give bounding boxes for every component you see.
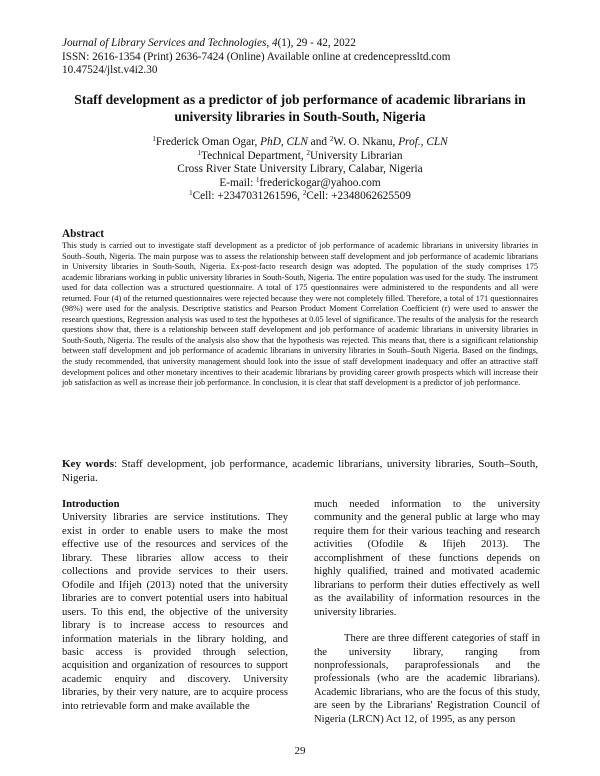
paper-title: Staff development as a predictor of job performance of academic librarians in university libraries in South-South, Nigeria (74, 92, 526, 124)
institution: Cross River State University Library, Calabar, Nigeria (177, 163, 423, 176)
affiliation-1: Technical Department, (200, 149, 307, 162)
cell1-sup: 1 (189, 189, 193, 198)
introduction-heading: Introduction (62, 499, 120, 510)
journal-volume: 4 (271, 37, 278, 49)
cell-1: Cell: +2347031261596, (192, 190, 303, 203)
introduction-paragraph-1-cont: much needed information to the university community and the general public at large who may require them for their various teaching and research activities (Ofodile & Ifijeh 2013). The accomplishment of these functions depends on highly qualified, trained and motivated academic librarians to perform their duties effectively as well as the availability of information resources in the university libraries. (314, 499, 540, 618)
affil2-sup: 2 (306, 148, 310, 157)
author-block (62, 136, 538, 204)
phone-line (62, 190, 538, 204)
author1-credentials: PhD, CLN (260, 136, 308, 148)
keywords-text: : Staff development, job performance, academic librarians, university libraries, South–South, Nigeria. (62, 458, 538, 484)
author1-sup: 1 (152, 135, 156, 143)
cell-2: Cell: +2348062625509 (306, 190, 411, 203)
right-column (314, 498, 540, 726)
author2-name: W. O. Nkanu, (333, 136, 399, 148)
affiliation-line (62, 150, 538, 164)
email-address: frederickogar@yahoo.com (259, 176, 381, 189)
keywords (62, 458, 538, 486)
page-number: 29 (294, 745, 306, 757)
journal-issn: ISSN: 2616-1354 (Print) 2636-7424 (Online) Available online at credencepressltd.com (62, 50, 451, 63)
author1-name: Frederick Oman Ogar, (155, 136, 261, 148)
email-label: E-mail: (219, 176, 257, 189)
email-sup: 1 (256, 175, 260, 184)
journal-citation: Journal of Library Services and Technologies, 4(1), 29 - 42, 2022 (62, 37, 356, 49)
journal-doi: 10.47524/jlst.v4i2.30 (62, 64, 158, 76)
journal-issue-pages: (1), 29 - 42, 2022 (277, 37, 356, 49)
journal-name: Journal of Library Services and Technologies (62, 37, 267, 49)
cell2-sup: 2 (302, 189, 307, 198)
abstract-heading: Abstract (62, 228, 105, 240)
affil1-sup: 1 (197, 148, 201, 157)
author-conjunction: and (307, 136, 330, 148)
email-line (62, 177, 538, 191)
author-line (62, 136, 538, 150)
introduction-paragraph-1: University libraries are service institutions. They exist in order to enable users to make the most effective use of the resources and services of the library. These libraries allow access to their collections and provide services to their users. Ofodile and Ifijeh (2013) noted that the university libraries are to convert potential users into habitual users. To this end, the objective of the university library is to increase access to resources and information materials in the library holding, and basic access is provided through selection, acquisition and organization of resources to support academic enquiry and discovery. University libraries, by their very nature, are to acquire process into retrievable form and make available the (62, 512, 288, 712)
left-column (62, 498, 288, 713)
author2-sup: 2 (329, 135, 334, 143)
abstract-text: This study is carried out to investigate staff development as a predictor of job performance of academic librarians in university libraries in South–South, Nigeria. The main purpose was to assess the relationship between staff development and job performance of academic librarians in University libraries in South-South, Nigeria. Ex-post-facto research design was adopted. The population of the study comprises 175 academic librarians working in public university libraries in South-South, Nigeria. The entire population was used for the study. The instrument used for data collection was a structured questionnaire. A total of 175 questionnaires were administered to the respondents and all were returned. Four (4) of the returned questionnaires were rejected because they were not completely filled. Therefore, a total of 171 questionnaires (98%) were used for the analysis. Descriptive statistics and Pearson Product Moment Correlation Coefficient (r) were used to answer the research questions, Regression analysis was used to test the hypotheses at 0.05 level of significance. The results of the analysis for the research questions show that, there is a relationship between staff development and job performance of academic librarians in university libraries in South-South, Nigeria. The results of the analysis also show that the hypothesis was rejected. This means that, there is a significant relationship between staff development and job performance of academic librarians in university libraries in South–South Nigeria. Based on the findings, the study recommended, that university management should look into the issue of staff development inadequacy and offer an attractive staff development polices and other monetary incentives to their academic librarians by providing career growth prospects which will increase their job satisfaction as well as increase their job performance. In conclusion, it is clear that staff development is a predictor of job performance. (62, 241, 538, 388)
affiliation-2: University Librarian (310, 149, 403, 162)
introduction-paragraph-2: There are three different categories of staff in the university library, ranging from nonprofessionals, paraprofessionals and the professionals (who are the academic librarians). Academic librarians, who are the focus of this study, are seen by the Librarians' Registration Council of Nigeria (LRCN) Act 12, of 1995, as any person (314, 633, 540, 725)
keywords-label: Key words (62, 458, 115, 470)
author2-credentials: Prof., CLN (398, 136, 448, 148)
journal-header (62, 37, 450, 78)
